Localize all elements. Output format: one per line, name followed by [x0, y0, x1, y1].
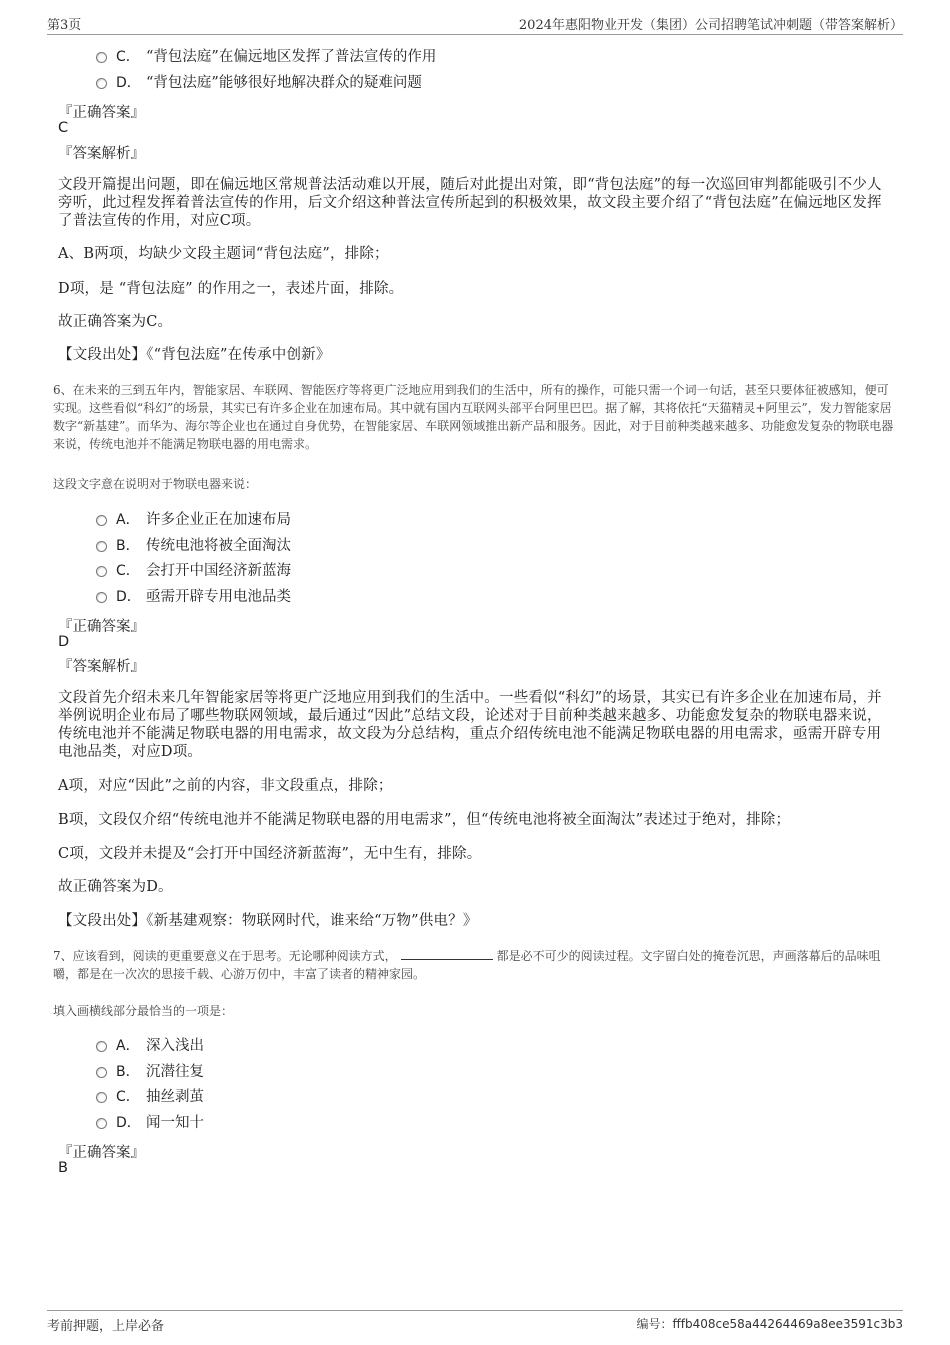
footer-slogan: 考前押题，上岸必备: [47, 1319, 165, 1334]
q6-analysis-main: 文段首先介绍未来几年智能家居等将更广泛地应用到我们的生活中。一些看似“科幻”的场景，其实已有许多企业在加速布局，并举例说明企业布局了哪些物联网领域，最后通过“因此”总结文段，论述对于目前种类越来越多、功能愈发复杂的物联电器来说，传统电池并不能满足物联电器的用电需求，故文段为分总结构，重点介绍传统电池不能满足物联电器的用电需求，亟需开辟专用电池品类，对应D项。: [58, 690, 882, 760]
q7-answer-label: 『正确答案』: [58, 1145, 145, 1161]
document-code: 编号：fffb408ce58a44264469a8ee3591c3b3: [636, 1317, 903, 1331]
q5-analysis-ab: A、B两项，均缺少文段主题词“背包法庭”，排除；: [58, 246, 389, 262]
radio-icon[interactable]: [96, 78, 107, 89]
q7-question: 填入画横线部分最恰当的一项是：: [53, 1004, 234, 1018]
q7-option-b[interactable]: B． 沉潜往复: [96, 1061, 204, 1083]
q6-analysis-b: B项，文段仅介绍“传统电池并不能满足物联电器的用电需求”，但“传统电池将被全面淘汰”表述过于绝对，排除；: [58, 812, 791, 828]
q7-option-d[interactable]: D． 闻一知十: [96, 1112, 204, 1134]
document-title: 2024年惠阳物业开发（集团）公司招聘笔试冲刺题（带答案解析）: [518, 18, 903, 33]
q6-stem: 6、在未来的三到五年内，智能家居、车联网、智能医疗等将更广泛地应用到我们的生活中，所有的操作，可能只需一个词一句话，甚至只要体征被感知，便可实现。这些看似“科幻”的场景，其实已有许多企业在加速布局。其中就有国内互联网头部平台阿里巴巴。据了解，其将依托“天猫精灵+阿里云”，发力智能家居数字“新基建”。而华为、海尔等企业也在通过自身优势，在智能家居、车联网领域推出新产品和服务。因此，对于目前种类越来越多、功能愈发复杂的物联电器来说，传统电池并不能满足物联电器的用电需求。: [53, 383, 894, 451]
q5-analysis-d: D项，是 “背包法庭” 的作用之一，表述片面，排除。: [58, 281, 404, 297]
q6-analysis-label: 『答案解析』: [58, 659, 145, 675]
q5-answer-label: 『正确答案』: [58, 105, 145, 121]
q5-analysis-label: 『答案解析』: [58, 146, 145, 162]
q5-source: 【文段出处】《“背包法庭”在传承中创新》: [58, 347, 331, 363]
q7-stem: 7、应该看到，阅读的更重要意义在于思考。无论哪种阅读方式， 都是必不可少的阅读过程。文字留白处的掩卷沉思，声画落幕后的品味咀嚼，都是在一次次的思接千载、心游万仞中，丰富了读者的精神家园。: [53, 949, 881, 981]
q6-question: 这段文字意在说明对于物联电器来说：: [53, 477, 258, 491]
q5-answer: C: [58, 120, 69, 136]
q7-answer: B: [58, 1160, 68, 1176]
page-header: [47, 14, 903, 35]
q6-answer: D: [58, 634, 70, 650]
radio-icon[interactable]: [96, 1092, 107, 1103]
q7-option-c[interactable]: C． 抽丝剥茧: [96, 1086, 204, 1108]
q6-analysis-a: A项，对应“因此”之前的内容，非文段重点，排除；: [58, 778, 393, 794]
q7-option-a[interactable]: A． 深入浅出: [96, 1035, 204, 1057]
radio-icon[interactable]: [96, 52, 107, 63]
radio-icon[interactable]: [96, 541, 107, 552]
q6-source: 【文段出处】《新基建观察：物联网时代，谁来给“万物”供电？》: [58, 913, 478, 929]
radio-icon[interactable]: [96, 1041, 107, 1052]
q6-option-b[interactable]: B． 传统电池将被全面淘汰: [96, 535, 291, 557]
radio-icon[interactable]: [96, 566, 107, 577]
fill-blank: [401, 947, 493, 960]
q5-option-d[interactable]: D． “背包法庭”能够很好地解决群众的疑难问题: [96, 72, 422, 94]
q6-analysis-c: C项，文段并未提及“会打开中国经济新蓝海”，无中生有，排除。: [58, 846, 482, 862]
radio-icon[interactable]: [96, 515, 107, 526]
q6-answer-label: 『正确答案』: [58, 619, 145, 635]
radio-icon[interactable]: [96, 592, 107, 603]
page-number: 第3页: [47, 18, 82, 33]
q6-option-d[interactable]: D． 亟需开辟专用电池品类: [96, 586, 291, 608]
radio-icon[interactable]: [96, 1067, 107, 1078]
q6-analysis-conclusion: 故正确答案为D。: [58, 879, 173, 895]
q5-analysis-conclusion: 故正确答案为C。: [58, 314, 173, 330]
page-footer: [47, 1310, 903, 1338]
q6-option-c[interactable]: C． 会打开中国经济新蓝海: [96, 560, 291, 582]
q6-option-a[interactable]: A． 许多企业正在加速布局: [96, 509, 291, 531]
radio-icon[interactable]: [96, 1118, 107, 1129]
q5-analysis-main: 文段开篇提出问题，即在偏远地区常规普法活动难以开展，随后对此提出对策，即“背包法庭”的每一次巡回审判都能吸引不少人旁听，此过程发挥着普法宣传的作用，后文介绍这种普法宣传所起到的积极效果，故文段主要介绍了“背包法庭”在偏远地区发挥了普法宣传的作用，对应C项。: [58, 177, 882, 229]
q5-option-c[interactable]: C． “背包法庭”在偏远地区发挥了普法宣传的作用: [96, 46, 436, 68]
